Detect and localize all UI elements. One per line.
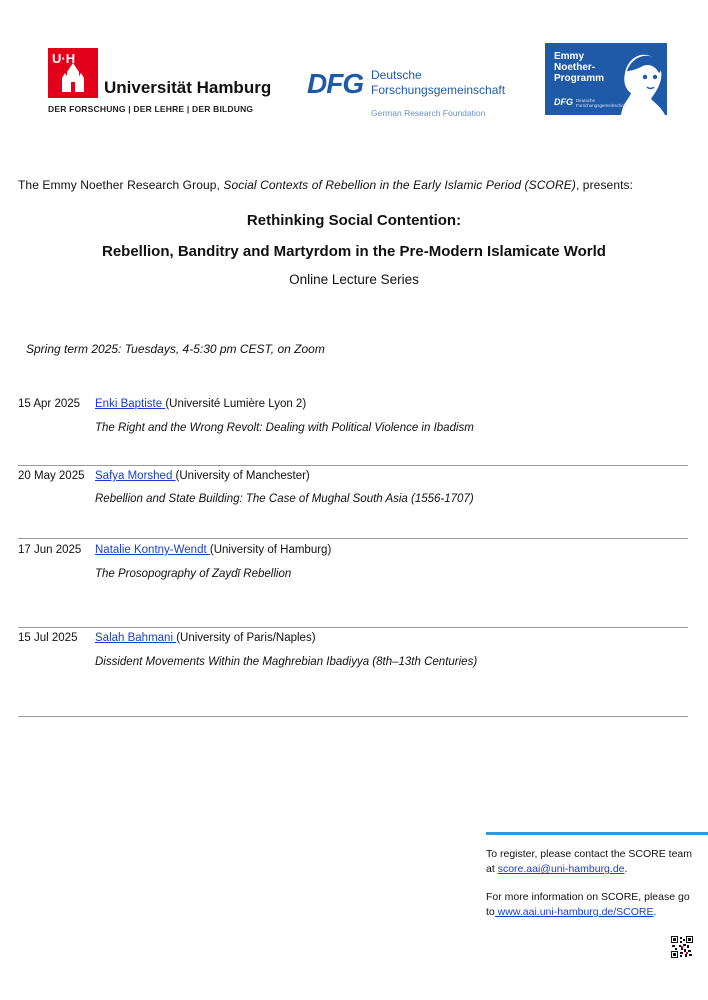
emmy-noether-sub1: Deutsche: [576, 98, 596, 103]
lecture-title: The Right and the Wrong Revolt: Dealing with Political Violence in Ibadism: [95, 422, 474, 434]
speaker-link[interactable]: Enki Baptiste: [95, 398, 166, 410]
hamburg-castle-icon: [48, 48, 98, 98]
series-title-line2: Rebellion, Banditry and Martyrdom in the Pre-Modern Islamicate World: [102, 243, 606, 260]
speaker-affiliation: (University of Manchester): [175, 470, 310, 482]
intro-prefix: The Emmy Noether Research Group,: [18, 178, 224, 192]
lecture-speaker-line: [95, 544, 331, 556]
emmy-noether-line3: Programm: [554, 73, 605, 84]
dfg-name-line1: Deutsche: [371, 68, 422, 82]
info-prefix: to: [486, 906, 495, 918]
uhh-badge-text: U·H: [52, 51, 76, 66]
uhh-tagline: DER FORSCHUNG | DER LEHRE | DER BILDUNG: [48, 104, 254, 114]
email-link[interactable]: score.aai@uni-hamburg.de: [497, 863, 625, 875]
series-title-line1: Rethinking Social Contention:: [246, 212, 462, 229]
qr-code-icon[interactable]: [671, 936, 693, 958]
speaker-affiliation: (University of Hamburg): [209, 544, 332, 556]
emmy-noether-title: [554, 51, 604, 84]
dfg-logo: [307, 66, 506, 122]
lecture-title: Dissident Movements Within the Maghrebian Ibadiyya (8th–13th Centuries): [95, 656, 478, 668]
uhh-badge: [48, 48, 98, 98]
lecture-speaker-line: [95, 632, 316, 644]
research-group-name: Social Contexts of Rebellion in the Early Islamic Period (SCORE): [223, 178, 576, 192]
term-schedule: Spring term 2025: Tuesdays, 4-5:30 pm CEST, on Zoom: [26, 342, 325, 356]
divider: [18, 627, 688, 628]
speaker-affiliation: (University of Paris/Naples): [176, 632, 316, 644]
lecture-speaker-line: [95, 470, 310, 482]
register-line2: [486, 862, 692, 877]
emmy-noether-dfg-mark: DFG: [554, 97, 573, 107]
dfg-english-name: German Research Foundation: [371, 108, 486, 118]
info-line1: For more information on SCORE, please go: [486, 891, 690, 903]
universitat-hamburg-logo: [48, 48, 272, 118]
register-prefix: at: [486, 863, 498, 875]
lecture-speaker-line: [95, 398, 306, 410]
register-line1: To register, please contact the SCORE team: [486, 848, 693, 860]
series-subtitle: Online Lecture Series: [289, 272, 419, 287]
lecture-date: 15 Apr 2025: [18, 398, 81, 410]
contact-accent-bar: [486, 832, 708, 835]
info-line2: [486, 905, 690, 920]
divider: [18, 716, 688, 717]
lecture-title: The Prosopography of Zaydī Rebellion: [95, 568, 292, 580]
lecture-date: 15 Jul 2025: [18, 632, 78, 644]
register-text: [486, 847, 692, 877]
info-text: [486, 890, 690, 920]
speaker-link[interactable]: Salah Bahmani: [95, 632, 177, 644]
emmy-noether-programm-logo: [545, 43, 667, 115]
emmy-noether-dfg-sub: [576, 98, 626, 108]
divider: [18, 538, 688, 539]
emmy-noether-line1: Emmy: [554, 51, 585, 62]
emmy-noether-line2: Noether-: [554, 62, 596, 73]
speaker-link[interactable]: Safya Morshed: [95, 470, 176, 482]
speaker-affiliation: (Université Lumière Lyon 2): [165, 398, 307, 410]
lecture-date: 20 May 2025: [18, 470, 85, 482]
divider: [18, 465, 688, 466]
speaker-link[interactable]: Natalie Kontny-Wendt: [95, 544, 210, 556]
emmy-noether-sub2: Forschungsgemeinschaft: [576, 103, 627, 108]
website-link[interactable]: www.aai.uni-hamburg.de/SCORE: [494, 906, 654, 918]
lecture-title: Rebellion and State Building: The Case of Mughal South Asia (1556-1707): [95, 493, 474, 505]
dfg-mark: DFG: [307, 68, 364, 99]
dfg-name-line2: Forschungsgemeinschaft: [371, 83, 506, 97]
intro-suffix: , presents:: [575, 178, 634, 192]
uhh-name: Universität Hamburg: [104, 78, 272, 97]
register-period: .: [624, 863, 628, 875]
lecture-date: 17 Jun 2025: [18, 544, 82, 556]
dfg-name: [371, 68, 505, 98]
intro-line: [18, 178, 690, 192]
info-period: .: [653, 906, 657, 918]
